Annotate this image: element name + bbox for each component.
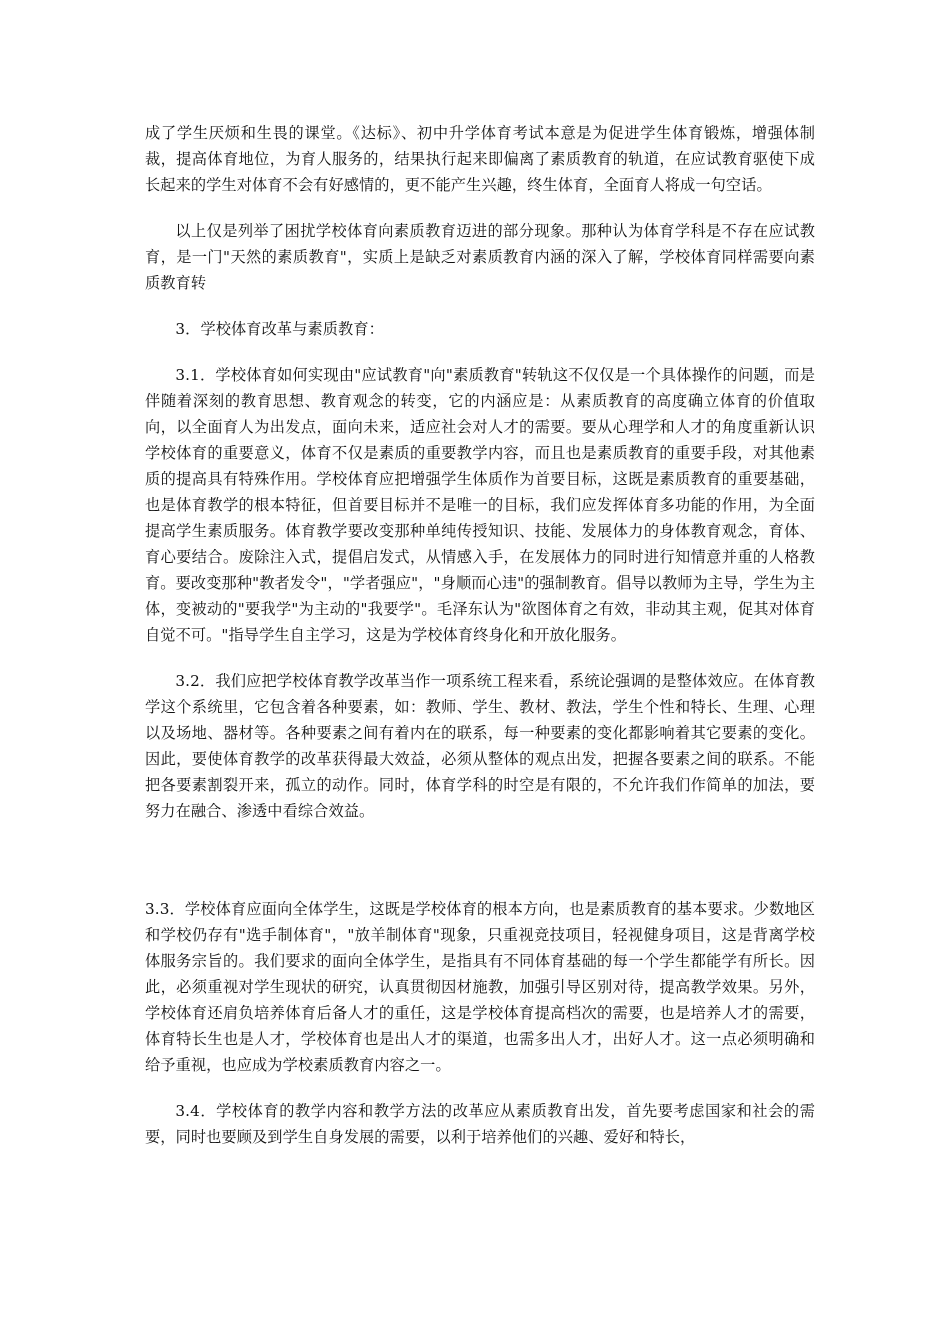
document-page — [145, 120, 815, 1150]
paragraph-3-3: 3.3．学校体育应面向全体学生，这既是学校体育的根本方向，也是素质教育的基本要求。少数地区和学校仍存有"选手制体育"，"放羊制体育"现象，只重视竞技项目，轻视健身项目，这是背离学校体服务宗旨的。我们要求的面向全体学生，是指具有不同体育基础的每一个学生都能学有所长。因此，必须重视对学生现状的研究，认真贯彻因材施教，加强引导区别对待，提高教学效果。另外，学校体育还肩负培养体育后备人才的重任，这是学校体育提高档次的需要，也是培养人才的需要，体育特长生也是人才，学校体育也是出人才的渠道，也需多出人才，出好人才。这一点必须明确和给予重视，也应成为学校素质教育内容之一。 — [145, 900, 815, 1074]
paragraph-3-2: 3.2．我们应把学校体育教学改革当作一项系统工程来看，系统论强调的是整体效应。在体育教学这个系统里，它包含着各种要素，如：教师、学生、教材、教法，学生个性和特长、生理、心理以及场地、器材等。各种要素之间有着内在的联系，每一种要素的变化都影响着其它要素的变化。因此，要使体育教学的改革获得最大效益，必须从整体的观点出发，把握各要素之间的联系。不能把各要素割裂开来，孤立的动作。同时，体育学科的时空是有限的，不允许我们作简单的加法，要努力在融合、渗透中看综合效益。 — [145, 672, 815, 820]
paragraph-intro: 成了学生厌烦和生畏的课堂。《达标》、初中升学体育考试本意是为促进学生体育锻炼，增强体制裁，提高体育地位，为育人服务的，结果执行起来即偏离了素质教育的轨道，在应试教育驱使下成长起来的学生对体育不会有好感情的，更不能产生兴趣，终生体育，全面育人将成一句空话。 — [145, 124, 815, 194]
paragraph-3-1: 3.1．学校体育如何实现由"应试教育"向"素质教育"转轨这不仅仅是一个具体操作的问题，而是伴随着深刻的教育思想、教育观念的转变，它的内涵应是：从素质教育的高度确立体育的价值取向，以全面育人为出发点，面向未来，适应社会对人才的需要。要从心理学和人才的角度重新认识学校体育的重要意义，体育不仅是素质的重要教学内容，而且也是素质教育的重要手段，对其他素质的提高具有特殊作用。学校体育应把增强学生体质作为首要目标，这既是素质教育的重要基础，也是体育教学的根本特征，但首要目标并不是唯一的目标，我们应发挥体育多功能的作用，为全面提高学生素质服务。体育教学要改变那种单纯传授知识、技能、发展体力的身体教育观念，育体、育心要结合。废除注入式，提倡启发式，从情感入手，在发展体力的同时进行知情意并重的人格教育。要改变那种"教者发令"，"学者强应"，"身顺而心违"的强制教育。倡导以教师为主导，学生为主体，变被动的"要我学"为主动的"我要学"。毛泽东认为"欲图体育之有效，非动其主观，促其对体育自觉不可。"指导学生自主学习，这是为学校体育终身化和开放化服务。 — [145, 366, 815, 644]
paragraph-3-4: 3.4．学校体育的教学内容和教学方法的改革应从素质教育出发，首先要考虑国家和社会的需要，同时也要顾及到学生自身发展的需要，以利于培养他们的兴趣、爱好和特长， — [145, 1102, 815, 1146]
section-heading-3: 3．学校体育改革与素质教育： — [175, 320, 384, 338]
paragraph-phenomena: 以上仅是列举了困扰学校体育向素质教育迈进的部分现象。那种认为体育学科是不存在应试教育，是一门"天然的素质教育"，实质上是缺乏对素质教育内涵的深入了解，学校体育同样需要向素质教育转 — [145, 222, 815, 292]
